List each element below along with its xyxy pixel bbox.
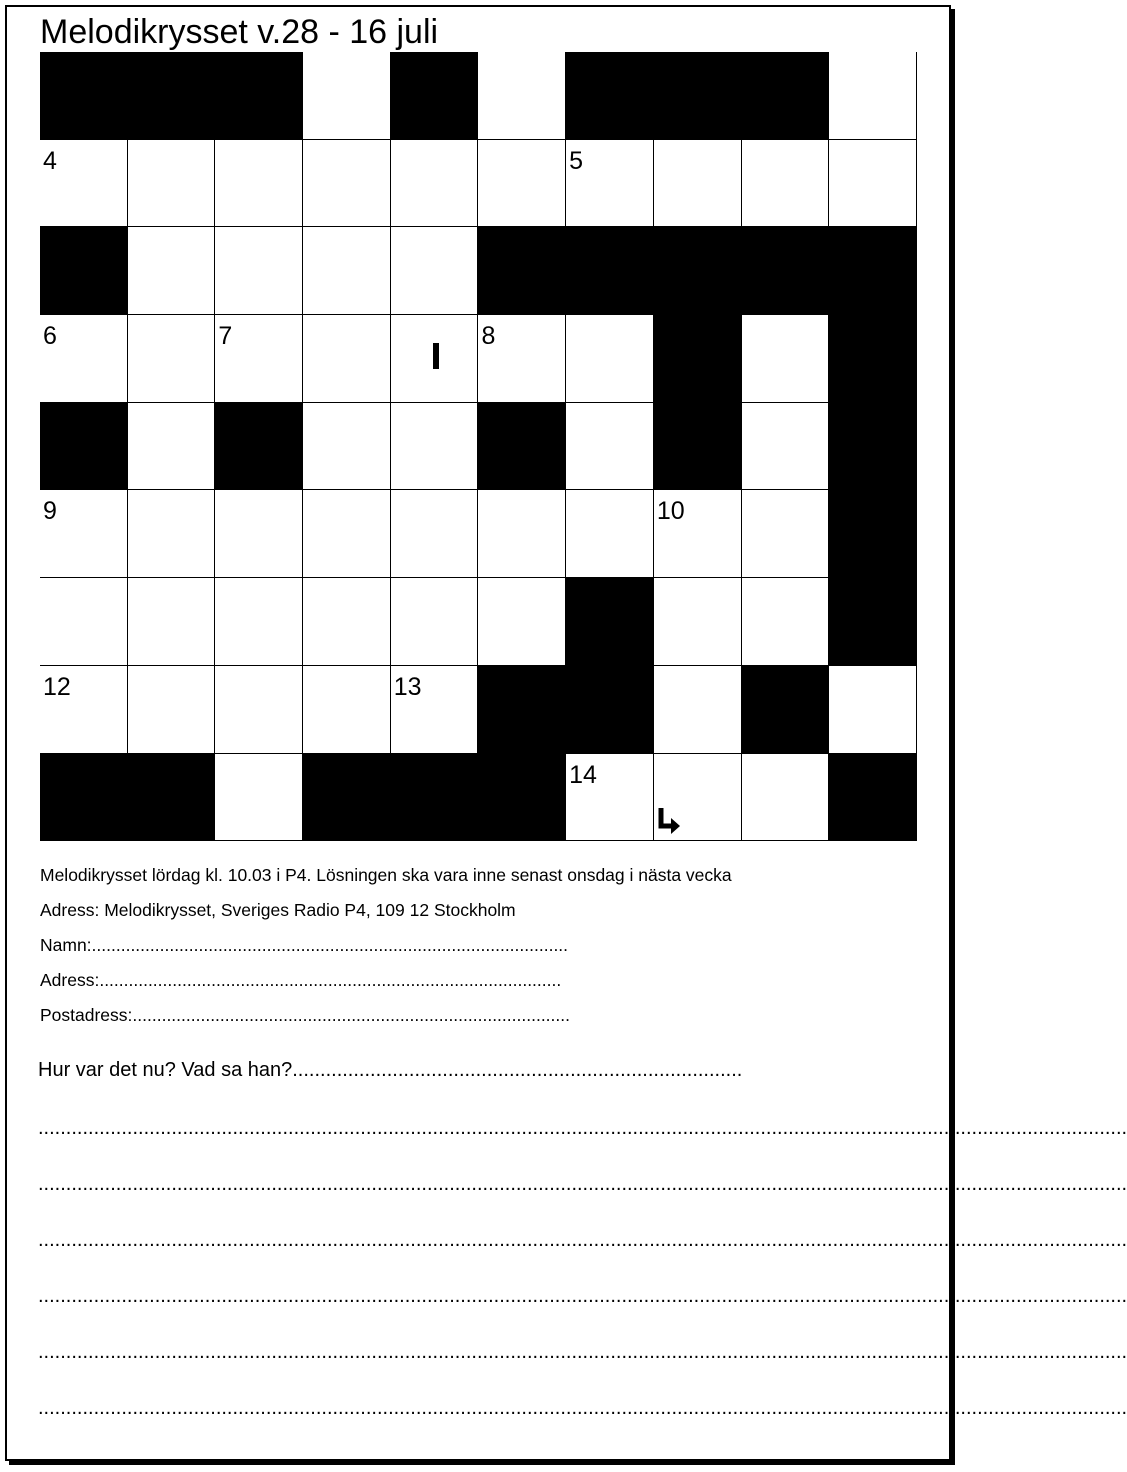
crossword-cell[interactable] <box>303 578 391 666</box>
crossword-cell[interactable] <box>128 403 216 491</box>
crossword-cell[interactable] <box>128 666 216 754</box>
crossword-block <box>478 403 566 491</box>
crossword-cell[interactable] <box>303 315 391 403</box>
crossword-block <box>829 315 917 403</box>
crossword-block <box>391 754 479 842</box>
clue-number: 12 <box>43 672 71 701</box>
mailing-address: Adress: Melodikrysset, Sveriges Radio P4, 109 12 Stockholm <box>40 900 516 920</box>
clue-number: 7 <box>218 322 233 351</box>
crossword-block <box>742 666 830 754</box>
crossword-cell[interactable] <box>478 52 566 140</box>
crossword-cell[interactable] <box>215 140 303 228</box>
crossword-block <box>215 52 303 140</box>
crossword-cell[interactable] <box>128 227 216 315</box>
answer-line[interactable]: .................................................................................................................................................................................................... <box>38 1285 1127 1307</box>
crossword-cell[interactable] <box>303 52 391 140</box>
crossword-block <box>654 227 742 315</box>
clue-number: 10 <box>656 497 685 526</box>
crossword-block <box>40 403 128 491</box>
crossword-cell[interactable] <box>391 666 479 754</box>
answer-question[interactable]: Hur var det nu? Vad sa han?................................................................................. <box>38 1059 743 1081</box>
crossword-cell[interactable] <box>391 140 479 228</box>
clue-number: 4 <box>43 146 57 175</box>
crossword-cell[interactable] <box>303 403 391 491</box>
crossword-cell[interactable] <box>215 490 303 578</box>
crossword-cell[interactable] <box>829 140 917 228</box>
crossword-cell[interactable] <box>40 490 128 578</box>
answer-line[interactable]: .................................................................................................................................................................................................... <box>38 1229 1127 1251</box>
crossword-cell[interactable] <box>566 315 654 403</box>
crossword-cell[interactable] <box>128 315 216 403</box>
crossword-cell[interactable] <box>742 403 830 491</box>
crossword-cell[interactable] <box>303 227 391 315</box>
clue-number: 13 <box>393 672 422 701</box>
crossword-cell[interactable] <box>478 315 566 403</box>
crossword-cell[interactable] <box>566 140 654 228</box>
crossword-block <box>829 754 917 842</box>
crossword-cell[interactable] <box>391 403 479 491</box>
crossword-cell[interactable] <box>215 754 303 842</box>
crossword-block <box>303 754 391 842</box>
clue-number: 8 <box>481 322 496 351</box>
answer-line[interactable]: .................................................................................................................................................................................................... <box>38 1173 1127 1195</box>
crossword-block <box>478 754 566 842</box>
crossword-cell[interactable] <box>478 140 566 228</box>
crossword-cell[interactable] <box>215 578 303 666</box>
crossword-cell[interactable] <box>128 140 216 228</box>
crossword-block <box>654 315 742 403</box>
crossword-block <box>829 490 917 578</box>
crossword-block <box>215 403 303 491</box>
crossword-cell[interactable] <box>303 666 391 754</box>
crossword-block <box>40 52 128 140</box>
clue-number: 1 <box>218 59 233 87</box>
crossword-block <box>829 227 917 315</box>
crossword-cell[interactable] <box>742 315 830 403</box>
name-field[interactable]: Namn:.................................................................................................. <box>40 935 569 955</box>
crossword-cell[interactable] <box>215 315 303 403</box>
answer-line[interactable]: .................................................................................................................................................................................................... <box>38 1117 1127 1139</box>
crossword-cell[interactable] <box>478 490 566 578</box>
crossword-block <box>40 227 128 315</box>
crossword-grid <box>40 52 917 841</box>
crossword-block <box>478 227 566 315</box>
postal-address-field[interactable]: Postadress:.......................................................................................... <box>40 1005 570 1025</box>
crossword-block <box>40 754 128 842</box>
crossword-block <box>391 52 479 140</box>
crossword-cell[interactable] <box>654 666 742 754</box>
crossword-cell[interactable] <box>40 666 128 754</box>
crossword-cell[interactable] <box>829 52 917 140</box>
crossword-cell[interactable] <box>742 754 830 842</box>
crossword-cell[interactable] <box>391 315 479 403</box>
clue-number: 6 <box>43 322 57 351</box>
crossword-cell[interactable] <box>829 666 917 754</box>
crossword-cell[interactable] <box>742 578 830 666</box>
crossword-cell[interactable] <box>40 315 128 403</box>
answer-line[interactable]: .................................................................................................................................................................................................... <box>38 1397 1127 1419</box>
crossword-cell[interactable] <box>742 140 830 228</box>
answer-line[interactable]: .................................................................................................................................................................................................... <box>38 1341 1127 1363</box>
clue-number: 3 <box>744 59 759 87</box>
crossword-block <box>566 52 654 140</box>
crossword-cell[interactable] <box>303 140 391 228</box>
crossword-block <box>742 227 830 315</box>
clue-number: 9 <box>43 497 57 526</box>
crossword-cell[interactable] <box>742 490 830 578</box>
broadcast-info: Melodikrysset lördag kl. 10.03 i P4. Lösningen ska vara inne senast onsdag i nästa vecka <box>40 865 732 885</box>
crossword-block <box>829 578 917 666</box>
crossword-cell[interactable] <box>215 666 303 754</box>
page-title: Melodikrysset v.28 - 16 juli <box>40 13 439 51</box>
turn-arrow-icon <box>654 804 684 838</box>
crossword-cell[interactable] <box>391 578 479 666</box>
crossword-cell[interactable] <box>40 578 128 666</box>
crossword-block <box>478 666 566 754</box>
crossword-cell[interactable] <box>215 227 303 315</box>
crossword-block <box>566 666 654 754</box>
crossword-cell[interactable] <box>40 140 128 228</box>
clue-number: 5 <box>569 146 584 175</box>
crossword-cell[interactable] <box>128 490 216 578</box>
crossword-cell[interactable] <box>303 490 391 578</box>
crossword-cell[interactable] <box>654 754 742 842</box>
crossword-cell[interactable] <box>566 754 654 842</box>
address-field[interactable]: Adress:............................................................................................... <box>40 970 562 990</box>
crossword-cell[interactable] <box>566 490 654 578</box>
crossword-cell[interactable] <box>654 578 742 666</box>
crossword-cell[interactable] <box>566 403 654 491</box>
crossword-cell[interactable] <box>654 490 742 578</box>
crossword-cell[interactable] <box>654 140 742 228</box>
clue-number: 14 <box>569 760 597 789</box>
crossword-cell[interactable] <box>391 227 479 315</box>
crossword-block <box>654 52 742 140</box>
crossword-block <box>128 754 216 842</box>
crossword-block <box>654 403 742 491</box>
crossword-cell[interactable] <box>478 578 566 666</box>
crossword-block <box>128 52 216 140</box>
crossword-cell[interactable] <box>128 578 216 666</box>
clue-number: 11 <box>569 585 596 614</box>
crossword-block <box>742 52 830 140</box>
crossword-block <box>566 227 654 315</box>
crossword-block <box>829 403 917 491</box>
word-break-bar-icon <box>433 343 439 369</box>
crossword-cell[interactable] <box>391 490 479 578</box>
clue-number: 2 <box>393 59 408 87</box>
crossword-block <box>566 578 654 666</box>
